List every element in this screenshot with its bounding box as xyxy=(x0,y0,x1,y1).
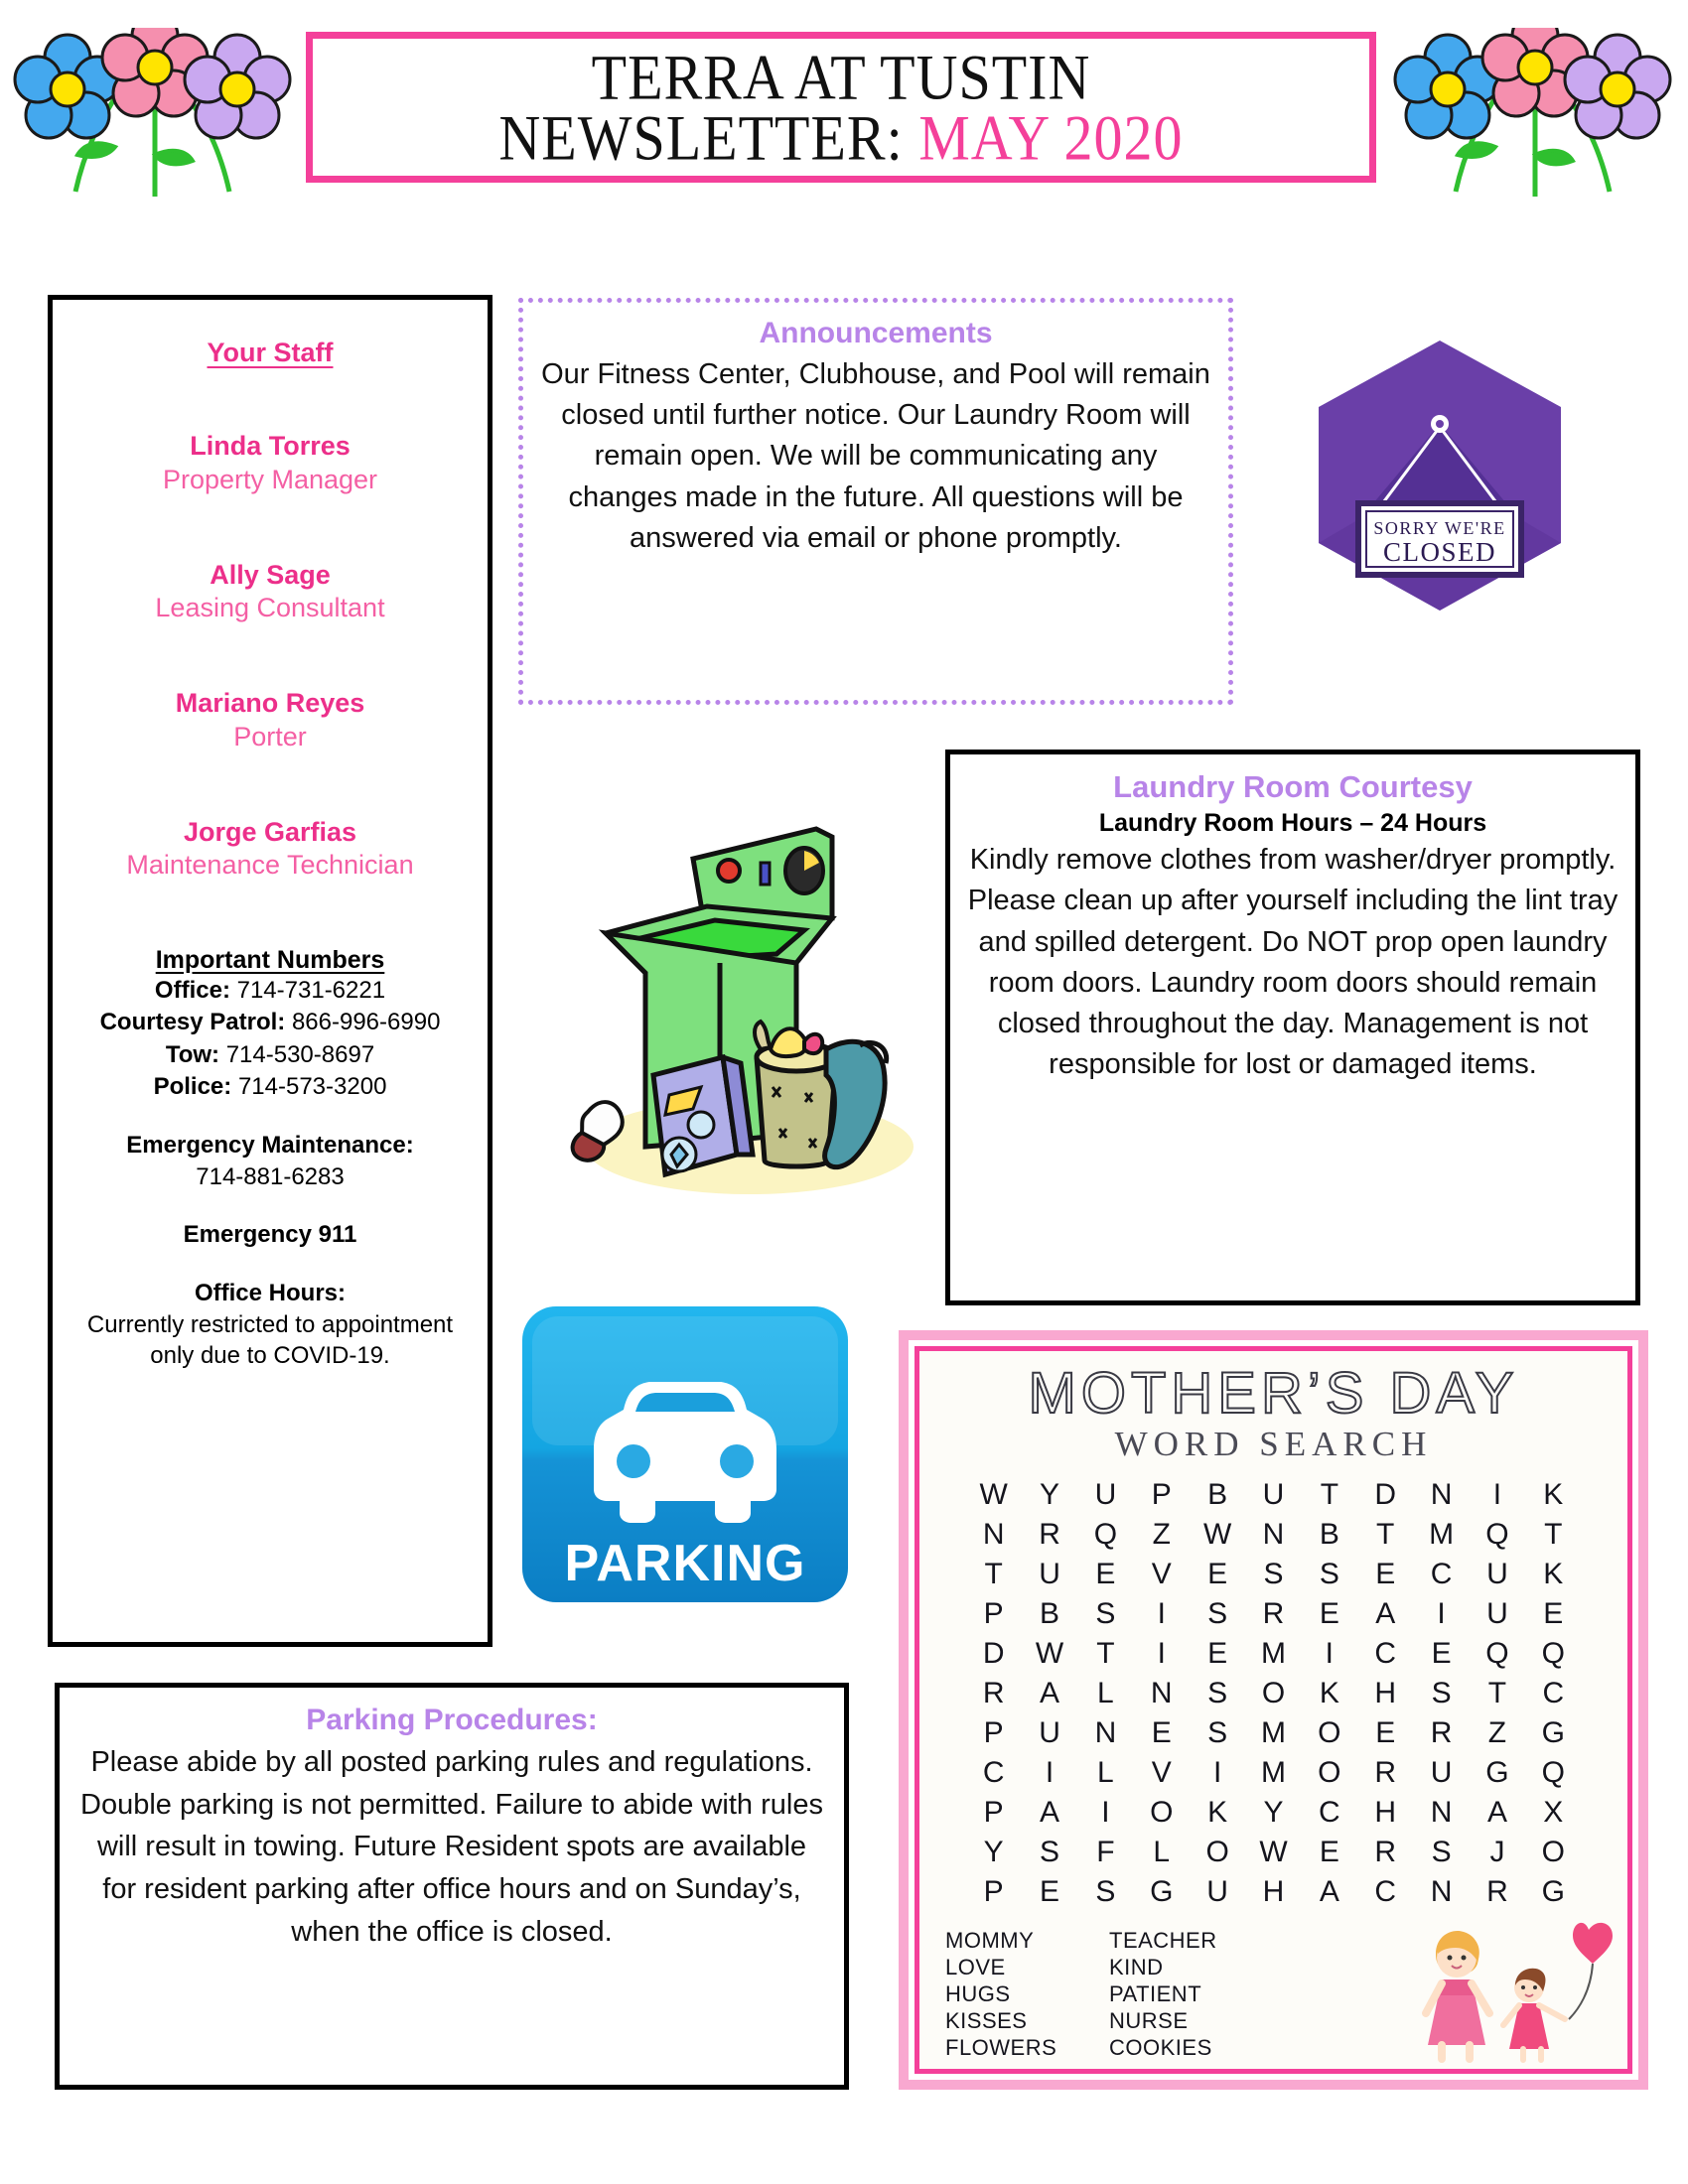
word-search-cell: Q xyxy=(1485,1637,1509,1670)
staff-member xyxy=(65,816,476,884)
word-search-cell: W xyxy=(979,1478,1008,1511)
staff-sidebar xyxy=(48,295,492,1647)
staff-name: Ally Sage xyxy=(210,559,331,590)
word-search-cell: I xyxy=(1045,1756,1055,1789)
word-search-cell: R xyxy=(1039,1518,1060,1551)
staff-member xyxy=(65,430,476,497)
word-search-cell: R xyxy=(1374,1756,1397,1789)
closed-sign-line2: CLOSED xyxy=(1382,537,1497,567)
word-search-cell: Z xyxy=(1487,1716,1507,1749)
parking-heading: Parking Procedures: xyxy=(306,1704,598,1736)
word-search-cell: R xyxy=(1374,1836,1397,1868)
washing-machine-icon xyxy=(566,759,923,1206)
word-search-cell: S xyxy=(1319,1558,1339,1590)
word-search-cell: E xyxy=(1375,1558,1396,1590)
word-search-cell: C xyxy=(1374,1637,1397,1670)
emergency-maintenance-label: Emergency Maintenance: xyxy=(126,1131,414,1159)
laundry-body: Kindly remove clothes from washer/dryer promptly. Please clean up after yourself including the lint tray and spilled detergent. Do NOT prop open laundry room doors. Laundry room doors should remain closed throughout the day. Management is not responsible for lost or damaged items. xyxy=(967,844,1618,1081)
word-search-cell: S xyxy=(1263,1558,1284,1590)
word-search-cell: R xyxy=(982,1677,1005,1709)
word-search-cell: N xyxy=(1430,1478,1453,1511)
word-search-cell: A xyxy=(1319,1875,1339,1908)
staff-role: Property Manager xyxy=(162,464,378,494)
word-search-cell: N xyxy=(1094,1716,1117,1749)
word-search-cell: S xyxy=(1095,1597,1116,1630)
word-search-cell: O xyxy=(1261,1677,1286,1709)
word-search-cell: E xyxy=(1543,1597,1564,1630)
word-search-cell: C xyxy=(982,1756,1005,1789)
word-search-word-list xyxy=(945,1928,1308,2061)
word-search-cell: E xyxy=(1095,1558,1116,1590)
word-search-cell: E xyxy=(1040,1875,1060,1908)
word-search-cell: X xyxy=(1543,1796,1564,1829)
announcements-heading: Announcements xyxy=(759,317,993,349)
word-search-panel xyxy=(899,1330,1648,2090)
word-search-cell: W xyxy=(1202,1518,1232,1551)
staff-role: Leasing Consultant xyxy=(155,593,385,623)
laundry-heading: Laundry Room Courtesy xyxy=(1113,769,1473,804)
staff-member xyxy=(65,559,476,626)
word-search-cell: N xyxy=(1430,1875,1453,1908)
word-search-cell: W xyxy=(1259,1836,1288,1868)
phone-label: Office: xyxy=(154,977,230,1004)
word-search-cell: O xyxy=(1150,1796,1174,1829)
title-line-2 xyxy=(498,103,1183,172)
parking-label: PARKING xyxy=(564,1535,806,1592)
phone-row xyxy=(65,975,476,1007)
word-search-cell: U xyxy=(1430,1756,1453,1789)
word-search-cell: T xyxy=(1320,1478,1339,1511)
word-search-cell: S xyxy=(1207,1677,1228,1709)
word-search-cell: C xyxy=(1374,1875,1397,1908)
word-search-word: LOVE xyxy=(945,1955,1006,1979)
parking-body: Please abide by all posted parking rules and regulations. Double parking is not permitted. Failure to abide with rules will result in towing. Future Resident spots are available for resident parking after office hours and on Sunday’s, when the office is closed. xyxy=(80,1746,823,1948)
word-search-cell: S xyxy=(1040,1836,1060,1868)
word-search-word: HUGS xyxy=(945,1981,1011,2006)
word-search-cell: S xyxy=(1431,1836,1452,1868)
word-search-word: TEACHER xyxy=(1109,1928,1217,1953)
staff-name: Linda Torres xyxy=(190,431,351,461)
word-search-cell: I xyxy=(1157,1637,1166,1670)
flower-bouquet-icon xyxy=(1386,28,1684,202)
word-search-cell: P xyxy=(983,1716,1004,1749)
important-numbers-heading: Important Numbers xyxy=(155,946,385,974)
office-hours-label: Office Hours: xyxy=(194,1279,346,1306)
phone-label: Courtesy Patrol: xyxy=(99,1009,286,1036)
phone-label: Police: xyxy=(153,1073,232,1101)
word-search-cell: U xyxy=(1094,1478,1117,1511)
word-search-cell: I xyxy=(1437,1597,1446,1630)
word-search-cell: T xyxy=(984,1558,1003,1590)
word-search-cell: B xyxy=(1319,1518,1339,1551)
word-search-cell: K xyxy=(1207,1796,1228,1829)
word-search-cell: N xyxy=(1150,1677,1173,1709)
phone-row xyxy=(65,1071,476,1103)
word-search-cell: U xyxy=(1039,1716,1060,1749)
phone-value: 714-573-3200 xyxy=(237,1073,387,1101)
word-search-cell: C xyxy=(1319,1796,1340,1829)
word-search-cell: T xyxy=(1376,1518,1395,1551)
word-search-cell: E xyxy=(1151,1716,1172,1749)
word-search-cell: A xyxy=(1040,1677,1060,1709)
word-search-cell: C xyxy=(1542,1677,1565,1709)
phone-row xyxy=(65,1039,476,1071)
word-search-cell: I xyxy=(1101,1796,1110,1829)
word-search-cell: Z xyxy=(1152,1518,1171,1551)
word-search-cell: H xyxy=(1262,1875,1285,1908)
word-search-cell: E xyxy=(1319,1597,1339,1630)
phone-value: 714-731-6221 xyxy=(236,977,386,1004)
word-search-cell: F xyxy=(1096,1836,1115,1868)
word-search-word: FLOWERS xyxy=(945,2035,1057,2060)
word-search-cell: U xyxy=(1206,1875,1228,1908)
mother-and-daughter-balloon-icon xyxy=(1394,1914,1618,2063)
word-search-cell: Q xyxy=(1541,1637,1565,1670)
word-search-cell: L xyxy=(1097,1756,1114,1789)
word-search-cell: Q xyxy=(1485,1518,1509,1551)
word-search-cell: R xyxy=(1262,1597,1285,1630)
word-search-cell: K xyxy=(1543,1478,1564,1511)
word-search-cell: R xyxy=(1430,1716,1453,1749)
staff-heading: Your Staff xyxy=(207,338,334,367)
phone-row xyxy=(65,1007,476,1038)
word-search-subtitle: WORD SEARCH xyxy=(1114,1425,1433,1463)
word-search-cell: I xyxy=(1325,1637,1335,1670)
word-search-cell: E xyxy=(1207,1637,1228,1670)
word-search-cell: D xyxy=(1374,1478,1397,1511)
phone-label: Tow: xyxy=(165,1040,220,1068)
word-search-cell: O xyxy=(1205,1836,1229,1868)
word-search-cell: I xyxy=(1157,1597,1166,1630)
title-accent: MAY 2020 xyxy=(918,101,1184,174)
closed-sign-icon xyxy=(1291,333,1589,620)
laundry-hours: Laundry Room Hours – 24 Hours xyxy=(1098,809,1487,838)
parking-car-icon xyxy=(516,1300,854,1608)
word-search-cell: G xyxy=(1150,1875,1174,1908)
word-search-cell: M xyxy=(1260,1756,1286,1789)
word-search-cell: U xyxy=(1262,1478,1285,1511)
closed-sign-line1: SORRY WE'RE xyxy=(1373,518,1506,538)
word-search-cell: K xyxy=(1543,1558,1564,1590)
word-search-cell: N xyxy=(982,1518,1005,1551)
word-search-cell: Y xyxy=(1263,1796,1284,1829)
word-search-word: COOKIES xyxy=(1109,2035,1212,2060)
word-search-grid xyxy=(966,1478,1582,1909)
word-search-cell: A xyxy=(1486,1796,1507,1829)
title-prefix: NEWSLETTER: xyxy=(498,101,919,174)
word-search-cell: A xyxy=(1040,1796,1060,1829)
emergency-maintenance-value: 714-881-6283 xyxy=(196,1162,345,1190)
word-search-cell: K xyxy=(1319,1677,1339,1709)
laundry-courtesy-box xyxy=(945,750,1640,1305)
word-search-cell: T xyxy=(1096,1637,1115,1670)
emergency-911: Emergency 911 xyxy=(183,1221,357,1249)
word-search-cell: P xyxy=(983,1796,1004,1829)
word-search-cell: V xyxy=(1151,1558,1172,1590)
word-search-cell: W xyxy=(1035,1637,1064,1670)
word-search-cell: Y xyxy=(983,1836,1004,1868)
title-line-1: TERRA AT TUSTIN xyxy=(591,40,1091,113)
word-search-cell: G xyxy=(1541,1716,1565,1749)
word-search-cell: T xyxy=(1487,1677,1507,1709)
word-search-word: MOMMY xyxy=(945,1928,1035,1953)
flower-bouquet-icon xyxy=(6,28,304,202)
announcements-body: Our Fitness Center, Clubhouse, and Pool will remain closed until further notice. Our Laundry Room will remain open. We will be communicating any changes made in the future. All questions will be answered via email or phone promptly. xyxy=(541,358,1210,554)
word-search-cell: T xyxy=(1544,1518,1563,1551)
word-search-cell: U xyxy=(1486,1558,1508,1590)
phone-value: 866-996-6990 xyxy=(291,1009,441,1036)
announcements-box xyxy=(518,298,1233,705)
office-hours-value: Currently restricted to appointment only due to COVID-19. xyxy=(86,1311,454,1370)
word-search-cell: J xyxy=(1489,1836,1505,1868)
word-search-cell: P xyxy=(1151,1478,1172,1511)
word-search-cell: L xyxy=(1153,1836,1171,1868)
staff-role: Porter xyxy=(233,721,307,751)
staff-name: Jorge Garfias xyxy=(183,816,357,847)
page-title xyxy=(306,32,1376,183)
word-search-cell: A xyxy=(1375,1597,1396,1630)
word-search-title: MOTHER’S DAY xyxy=(1028,1361,1519,1426)
word-search-cell: E xyxy=(1319,1836,1339,1868)
word-search-cell: L xyxy=(1097,1677,1114,1709)
word-search-cell: D xyxy=(982,1637,1005,1670)
word-search-cell: S xyxy=(1207,1597,1228,1630)
word-search-word: KISSES xyxy=(945,2008,1028,2033)
word-search-cell: N xyxy=(1430,1796,1453,1829)
word-search-cell: V xyxy=(1151,1756,1172,1789)
word-search-cell: G xyxy=(1541,1875,1565,1908)
word-search-word: NURSE xyxy=(1109,2008,1189,2033)
word-search-cell: E xyxy=(1431,1637,1452,1670)
word-search-cell: I xyxy=(1212,1756,1222,1789)
staff-role: Maintenance Technician xyxy=(126,850,414,881)
word-search-cell: M xyxy=(1260,1637,1286,1670)
phone-value: 714-530-8697 xyxy=(225,1040,375,1068)
word-search-cell: U xyxy=(1486,1597,1508,1630)
word-search-cell: M xyxy=(1260,1716,1286,1749)
word-search-word: KIND xyxy=(1109,1955,1164,1979)
word-search-cell: Y xyxy=(1040,1478,1060,1511)
word-search-cell: S xyxy=(1095,1875,1116,1908)
word-search-cell: M xyxy=(1429,1518,1455,1551)
word-search-cell: R xyxy=(1486,1875,1508,1908)
word-search-cell: B xyxy=(1040,1597,1060,1630)
word-search-cell: B xyxy=(1207,1478,1228,1511)
word-search-cell: I xyxy=(1492,1478,1502,1511)
word-search-cell: H xyxy=(1374,1677,1397,1709)
word-search-cell: H xyxy=(1374,1796,1397,1829)
staff-member xyxy=(65,687,476,754)
word-search-cell: U xyxy=(1039,1558,1060,1590)
word-search-cell: O xyxy=(1318,1716,1341,1749)
word-search-word: PATIENT xyxy=(1109,1981,1202,2006)
newsletter-header xyxy=(0,0,1688,204)
word-search-cell: C xyxy=(1430,1558,1453,1590)
word-search-cell: O xyxy=(1318,1756,1341,1789)
word-search-cell: E xyxy=(1207,1558,1228,1590)
word-search-cell: O xyxy=(1541,1836,1565,1868)
word-search-cell: P xyxy=(983,1875,1004,1908)
word-search-cell: P xyxy=(983,1597,1004,1630)
word-search-cell: Q xyxy=(1093,1518,1118,1551)
word-search-cell: G xyxy=(1485,1756,1509,1789)
word-search-cell: S xyxy=(1207,1716,1228,1749)
word-search-cell: Q xyxy=(1541,1756,1565,1789)
parking-procedures-box xyxy=(55,1683,849,2090)
word-search-cell: N xyxy=(1262,1518,1285,1551)
word-search-cell: E xyxy=(1375,1716,1396,1749)
word-search-cell: S xyxy=(1431,1677,1452,1709)
staff-name: Mariano Reyes xyxy=(175,688,365,718)
